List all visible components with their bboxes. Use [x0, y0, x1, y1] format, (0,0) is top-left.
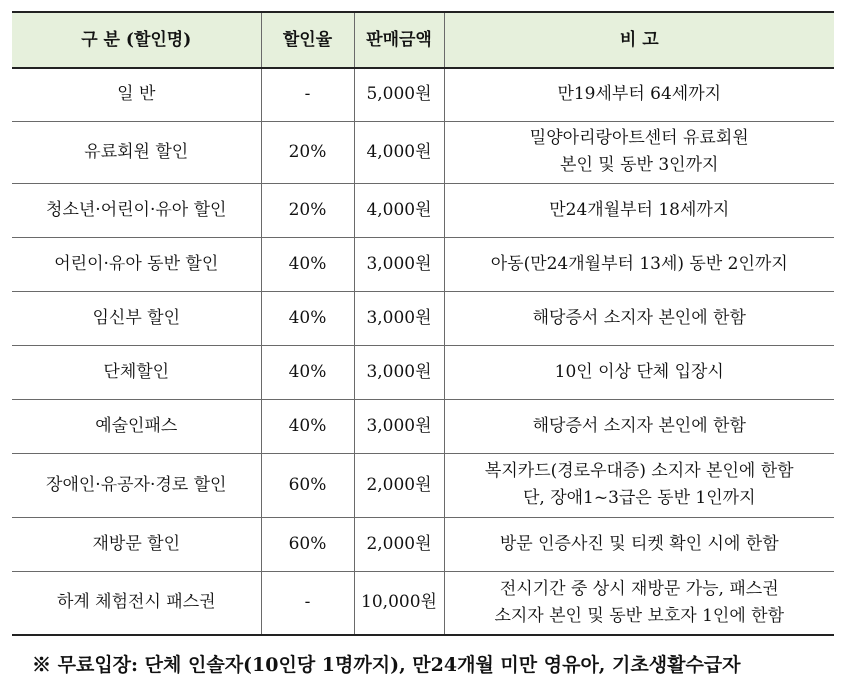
note-cell — [444, 399, 834, 453]
category-cell: 청소년·어린이·유아 할인 — [12, 183, 261, 237]
note-cell — [444, 291, 834, 345]
header-price: 판매금액 — [354, 12, 444, 68]
table-body — [12, 68, 834, 635]
rate-cell: 20% — [261, 183, 354, 237]
category-cell: 어린이·유아 동반 할인 — [12, 237, 261, 291]
note-cell — [444, 183, 834, 237]
price-cell: 2,000원 — [354, 517, 444, 571]
category-cell: 단체할인 — [12, 345, 261, 399]
note-line: 방문 인증사진 및 티켓 확인 시에 한함 — [499, 533, 779, 554]
price-cell: 10,000원 — [354, 571, 444, 635]
rate-cell: 60% — [261, 453, 354, 517]
table-row — [12, 237, 834, 291]
price-cell: 2,000원 — [354, 453, 444, 517]
note-cell — [444, 453, 834, 517]
price-cell: 3,000원 — [354, 399, 444, 453]
note-line: 전시기간 중 상시 재방문 가능, 패스권 — [499, 578, 779, 599]
category-cell: 일 반 — [12, 68, 261, 121]
rate-cell: 40% — [261, 399, 354, 453]
note-cell — [444, 517, 834, 571]
rate-cell: 60% — [261, 517, 354, 571]
table-row — [12, 399, 834, 453]
price-cell: 4,000원 — [354, 121, 444, 183]
table-row — [12, 121, 834, 183]
note-line: 만24개월부터 18세까지 — [549, 199, 730, 220]
table-row — [12, 183, 834, 237]
pricing-table — [12, 11, 834, 636]
header-category: 구 분 (할인명) — [12, 12, 261, 68]
rate-cell: - — [261, 68, 354, 121]
rate-cell: 20% — [261, 121, 354, 183]
category-cell: 임신부 할인 — [12, 291, 261, 345]
note-line: 복지카드(경로우대증) 소지자 본인에 한함 — [484, 461, 794, 481]
table-row — [12, 291, 834, 345]
rate-cell: 40% — [261, 237, 354, 291]
rate-cell: - — [261, 571, 354, 635]
price-cell: 4,000원 — [354, 183, 444, 237]
table-row — [12, 517, 834, 571]
note-line: 만19세부터 64세까지 — [557, 84, 722, 105]
price-cell: 3,000원 — [354, 237, 444, 291]
note-cell — [444, 345, 834, 399]
note-cell — [444, 571, 834, 635]
note-line: 아동(만24개월부터 13세) 동반 2인까지 — [490, 253, 788, 274]
note-line: 해당증서 소지자 본인에 한함 — [532, 307, 746, 328]
category-cell: 하계 체험전시 패스권 — [12, 571, 261, 635]
note-line: 10인 이상 단체 입장시 — [554, 361, 724, 382]
rate-cell: 40% — [261, 345, 354, 399]
table-row — [12, 68, 834, 121]
price-cell: 3,000원 — [354, 291, 444, 345]
category-cell: 예술인패스 — [12, 399, 261, 453]
price-cell: 3,000원 — [354, 345, 444, 399]
price-cell: 5,000원 — [354, 68, 444, 121]
table-row — [12, 571, 834, 635]
note-line: 소지자 본인 및 동반 보호자 1인에 한함 — [494, 605, 785, 626]
table-row — [12, 453, 834, 517]
note-cell — [444, 121, 834, 183]
header-note: 비 고 — [444, 12, 834, 68]
table-header-row — [12, 12, 834, 68]
note-line: 밀양아리랑아트센터 유료회원 — [529, 128, 749, 148]
note-line: 해당증서 소지자 본인에 한함 — [532, 415, 746, 436]
note-cell — [444, 237, 834, 291]
note-line: 본인 및 동반 3인까지 — [560, 155, 719, 175]
category-cell: 유료회원 할인 — [12, 121, 261, 183]
rate-cell: 40% — [261, 291, 354, 345]
note-line: 단, 장애1~3급은 동반 1인까지 — [522, 488, 756, 508]
note-cell — [444, 68, 834, 121]
free-admission-note: ※ 무료입장: 단체 인솔자(10인당 1명까지), 만24개월 미만 영유아, 기초생활수급자 — [32, 654, 741, 676]
header-rate: 할인율 — [261, 12, 354, 68]
category-cell: 장애인·유공자·경로 할인 — [12, 453, 261, 517]
table-row — [12, 345, 834, 399]
category-cell: 재방문 할인 — [12, 517, 261, 571]
